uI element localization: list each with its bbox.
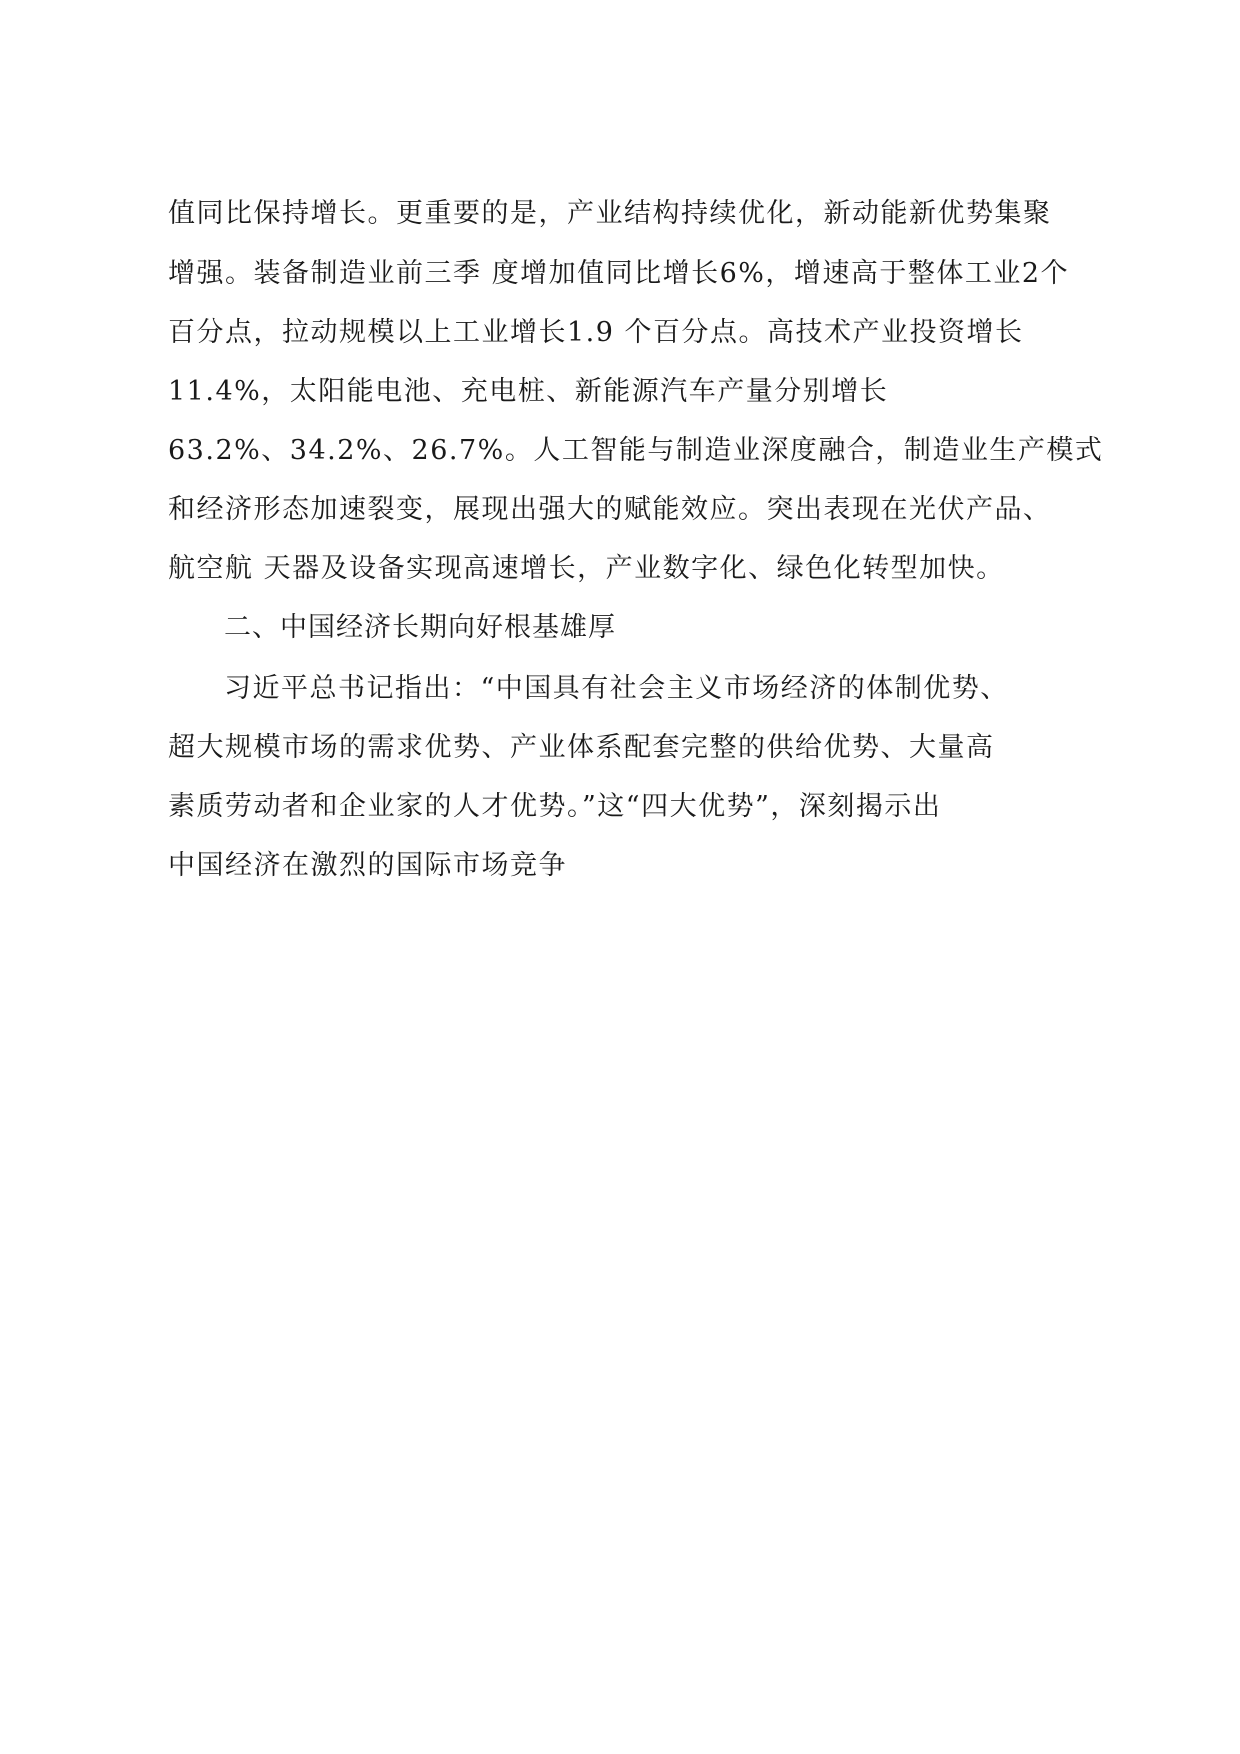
paragraph-line: 和经济形态加速裂变，展现出强大的赋能效应。突出表现在光伏产品、 [168, 494, 1052, 525]
paragraph-line: 百分点，拉动规模以上工业增长1.9 个百分点。高技术产业投资增长 [168, 317, 1024, 348]
paragraph-line: 63.2%、34.2%、26.7%。人工智能与制造业深度融合，制造业生产模式 [168, 435, 1104, 466]
paragraph-line: 值同比保持增长。更重要的是，产业结构持续优化，新动能新优势集聚 [168, 198, 1052, 229]
paragraph-line: 增强。装备制造业前三季 度增加值同比增长6%，增速高于整体工业2个 [168, 258, 1070, 289]
paragraph-line: 中国经济在激烈的国际市场竞争 [168, 850, 567, 881]
section-heading: 二、中国经济长期向好根基雄厚 [224, 612, 616, 643]
paragraph-line: 素质劳动者和企业家的人才优势。”这“四大优势”，深刻揭示出 [168, 791, 942, 822]
paragraph-line: 超大规模市场的需求优势、产业体系配套完整的供给优势、大量高 [168, 732, 995, 763]
paragraph-line: 11.4%，太阳能电池、充电桩、新能源汽车产量分别增长 [168, 376, 889, 407]
paragraph-line: 航空航 天器及设备实现高速增长，产业数字化、绿色化转型加快。 [168, 553, 1005, 584]
paragraph-line: 习近平总书记指出：“中国具有社会主义市场经济的体制优势、 [224, 673, 1009, 704]
